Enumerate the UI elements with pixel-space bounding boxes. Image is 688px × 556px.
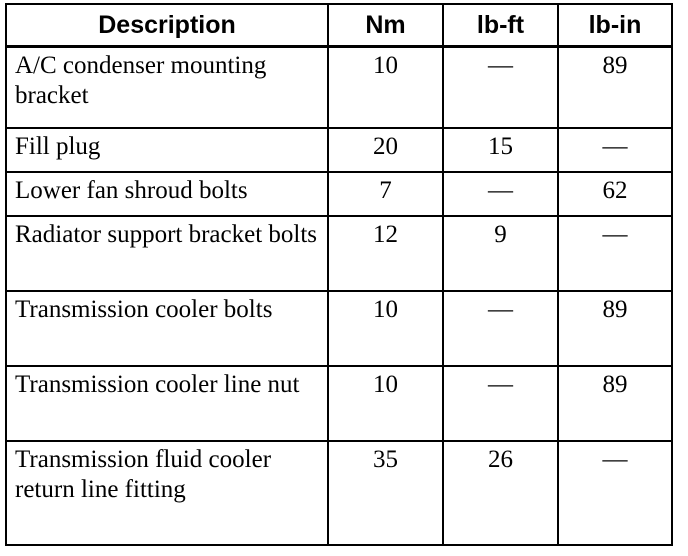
table-row [6, 291, 672, 366]
cell-lb-in: 89 [558, 291, 672, 366]
cell-nm: 35 [328, 441, 443, 545]
cell-lb-in: — [558, 128, 672, 172]
table-row [6, 128, 672, 172]
cell-lb-ft: — [443, 291, 558, 366]
cell-lb-ft: 26 [443, 441, 558, 545]
table-row [6, 366, 672, 441]
cell-lb-in: — [558, 441, 672, 545]
cell-description: Transmission fluid cooler return line fitting [6, 441, 328, 545]
table-row [6, 441, 672, 545]
cell-description: Transmission cooler line nut [6, 366, 328, 441]
cell-description: Lower fan shroud bolts [6, 172, 328, 216]
cell-lb-in: 62 [558, 172, 672, 216]
cell-description: Transmission cooler bolts [6, 291, 328, 366]
table-row [6, 172, 672, 216]
cell-lb-in: 89 [558, 366, 672, 441]
cell-lb-ft: — [443, 47, 558, 129]
cell-lb-ft: — [443, 172, 558, 216]
header-description: Description [6, 4, 328, 47]
cell-description: Radiator support bracket bolts [6, 216, 328, 291]
cell-lb-in: — [558, 216, 672, 291]
cell-nm: 20 [328, 128, 443, 172]
cell-lb-ft: 9 [443, 216, 558, 291]
cell-lb-ft: — [443, 366, 558, 441]
header-nm: Nm [328, 4, 443, 47]
table-row [6, 216, 672, 291]
cell-lb-ft: 15 [443, 128, 558, 172]
cell-nm: 10 [328, 291, 443, 366]
header-lb-ft: lb-ft [443, 4, 558, 47]
cell-description: Fill plug [6, 128, 328, 172]
cell-lb-in: 89 [558, 47, 672, 129]
header-lb-in: lb-in [558, 4, 672, 47]
cell-nm: 10 [328, 366, 443, 441]
cell-nm: 7 [328, 172, 443, 216]
header-row [6, 4, 672, 47]
cell-nm: 10 [328, 47, 443, 129]
table-row [6, 47, 672, 129]
cell-description: A/C condenser mounting bracket [6, 47, 328, 129]
cell-nm: 12 [328, 216, 443, 291]
torque-spec-table [5, 3, 673, 546]
